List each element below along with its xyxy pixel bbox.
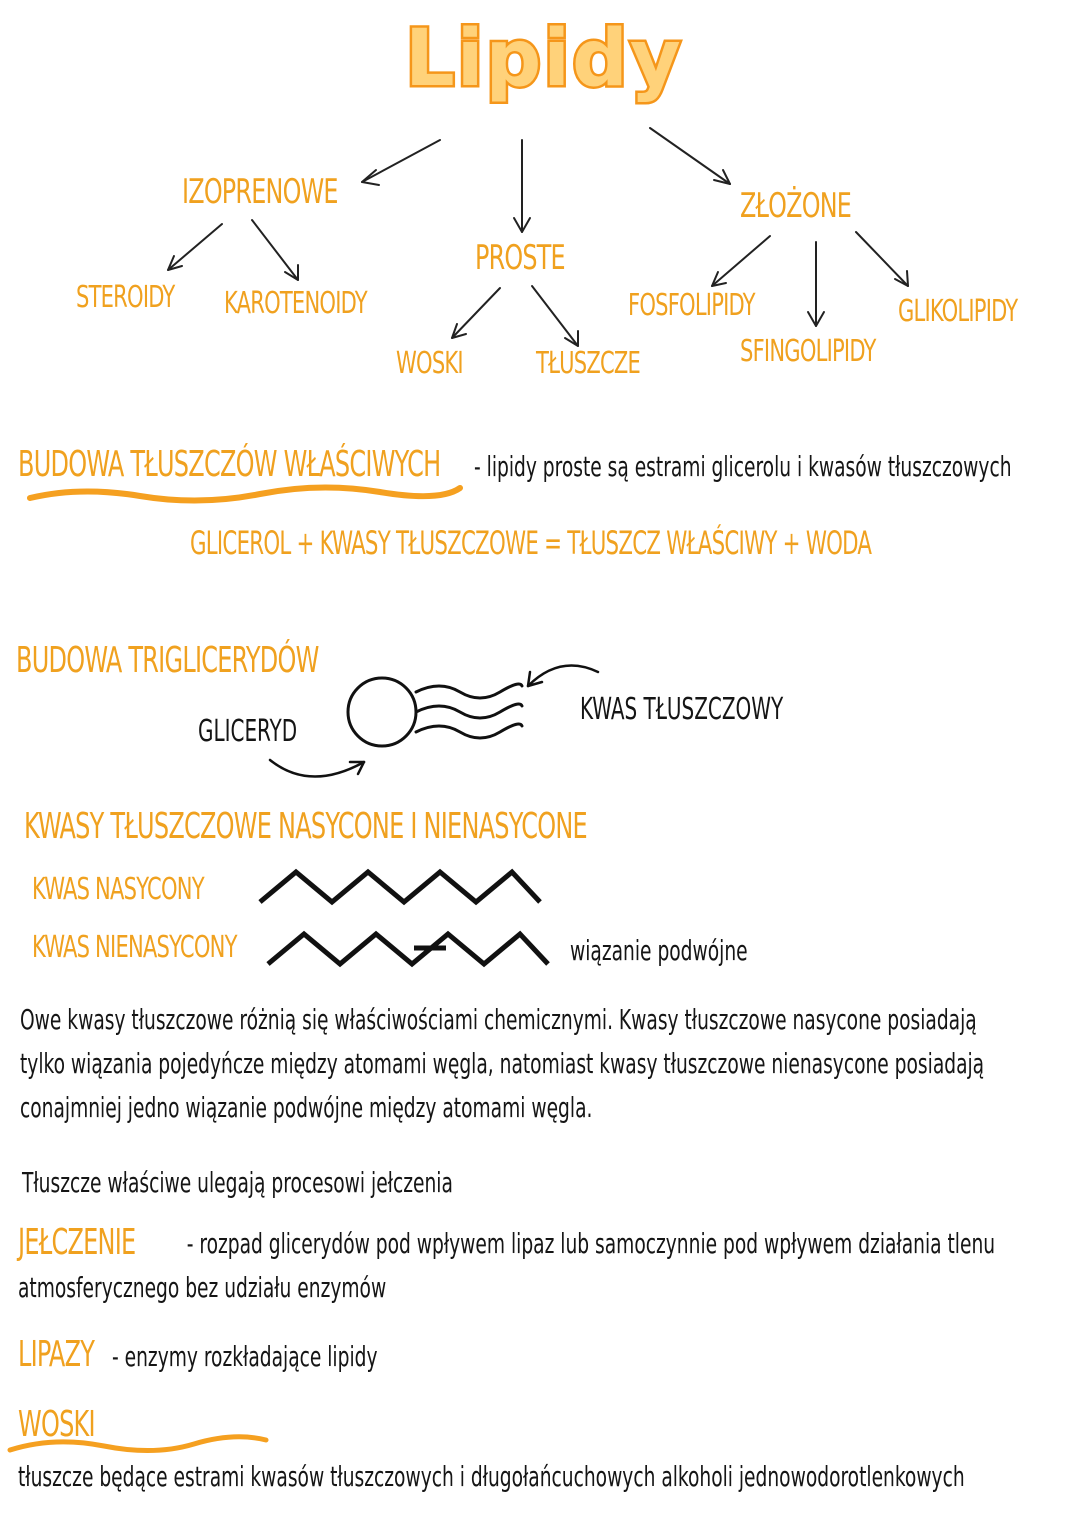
leaf-karotenoidy: KAROTENOIDY <box>224 286 367 321</box>
zigzag-nasycony <box>258 866 558 916</box>
paragraph-kwasy: Owe kwasy tłuszczowe różnią się właściwościami chemicznymi. Kwasy tłuszczowe nasycone posiadają tylko wiązania pojedyńcze między atomami węgla, natomiast kwasy tłuszczowe nienasycone posiadają conajmniej jedno wiązanie podwójne między atomami węgla. <box>20 1003 985 1124</box>
definition-tluszcze-wlasciwe: - lipidy proste są estrami glicerolu i kwasów tłuszczowych <box>474 450 1012 483</box>
definition-jelczenie: - rozpad glicerydów pod wpływem lipaz lub samoczynnie pod wpływem działania tlenu atmosferycznego bez udziału enzymów <box>18 1227 996 1304</box>
page-title: Lipidy <box>405 14 683 104</box>
definition-woski: tłuszcze będące estrami kwasów tłuszczowych i długołańcuchowych alkoholi jednowodorotlenkowych <box>18 1460 965 1493</box>
label-gliceryd: GLICERYD <box>198 714 298 749</box>
term-lipazy: LIPAZY <box>18 1334 95 1375</box>
leaf-sfingolipidy: SFINGOLIPIDY <box>740 334 876 369</box>
leaf-woski: WOSKI <box>396 346 463 381</box>
node-proste: PROSTE <box>475 238 565 278</box>
leaf-glikolipidy: GLIKOLIPIDY <box>898 294 1018 329</box>
heading-kwasy: KWASY TŁUSZCZOWE NASYCONE I NIENASYCONE <box>24 806 587 847</box>
zigzag-nienasycony <box>266 926 566 976</box>
term-jelczenie: JEŁCZENIE <box>18 1222 136 1263</box>
leaf-tluszcze: TŁUSZCZE <box>536 346 641 381</box>
leaf-steroidy: STEROIDY <box>76 280 175 315</box>
node-izoprenowe: IZOPRENOWE <box>182 172 338 212</box>
tree-arrows <box>0 0 1080 400</box>
label-kwas-nienasycony: KWAS NIENASYCONY <box>32 930 237 965</box>
underline-wave-2 <box>4 1432 284 1462</box>
definition-lipazy: - enzymy rozkładające lipidy <box>112 1340 378 1373</box>
label-kwas-nasycony: KWAS NASYCONY <box>32 872 204 907</box>
term-woski: WOSKI <box>18 1404 95 1445</box>
equation: GLICEROL + KWASY TŁUSZCZOWE = TŁUSZCZ WŁAŚCIWY + WODA <box>190 524 872 562</box>
underline-wave-1 <box>20 480 480 510</box>
heading-budowa-tluszczow: BUDOWA TŁUSZCZÓW WŁAŚCIWYCH <box>18 444 441 485</box>
intro-jelczenie: Tłuszcze właściwe ulegają procesowi jełczenia <box>22 1166 453 1199</box>
leaf-fosfolipidy: FOSFOLIPIDY <box>628 288 755 323</box>
label-wiazanie-podwojne: wiązanie podwójne <box>570 934 748 967</box>
label-kwas-tluszczowy: KWAS TŁUSZCZOWY <box>580 692 784 727</box>
node-zlozone: ZŁOŻONE <box>740 186 852 226</box>
heading-budowa-triglicerydow: BUDOWA TRIGLICERYDÓW <box>16 640 319 681</box>
triglyceride-diagram <box>260 650 860 810</box>
